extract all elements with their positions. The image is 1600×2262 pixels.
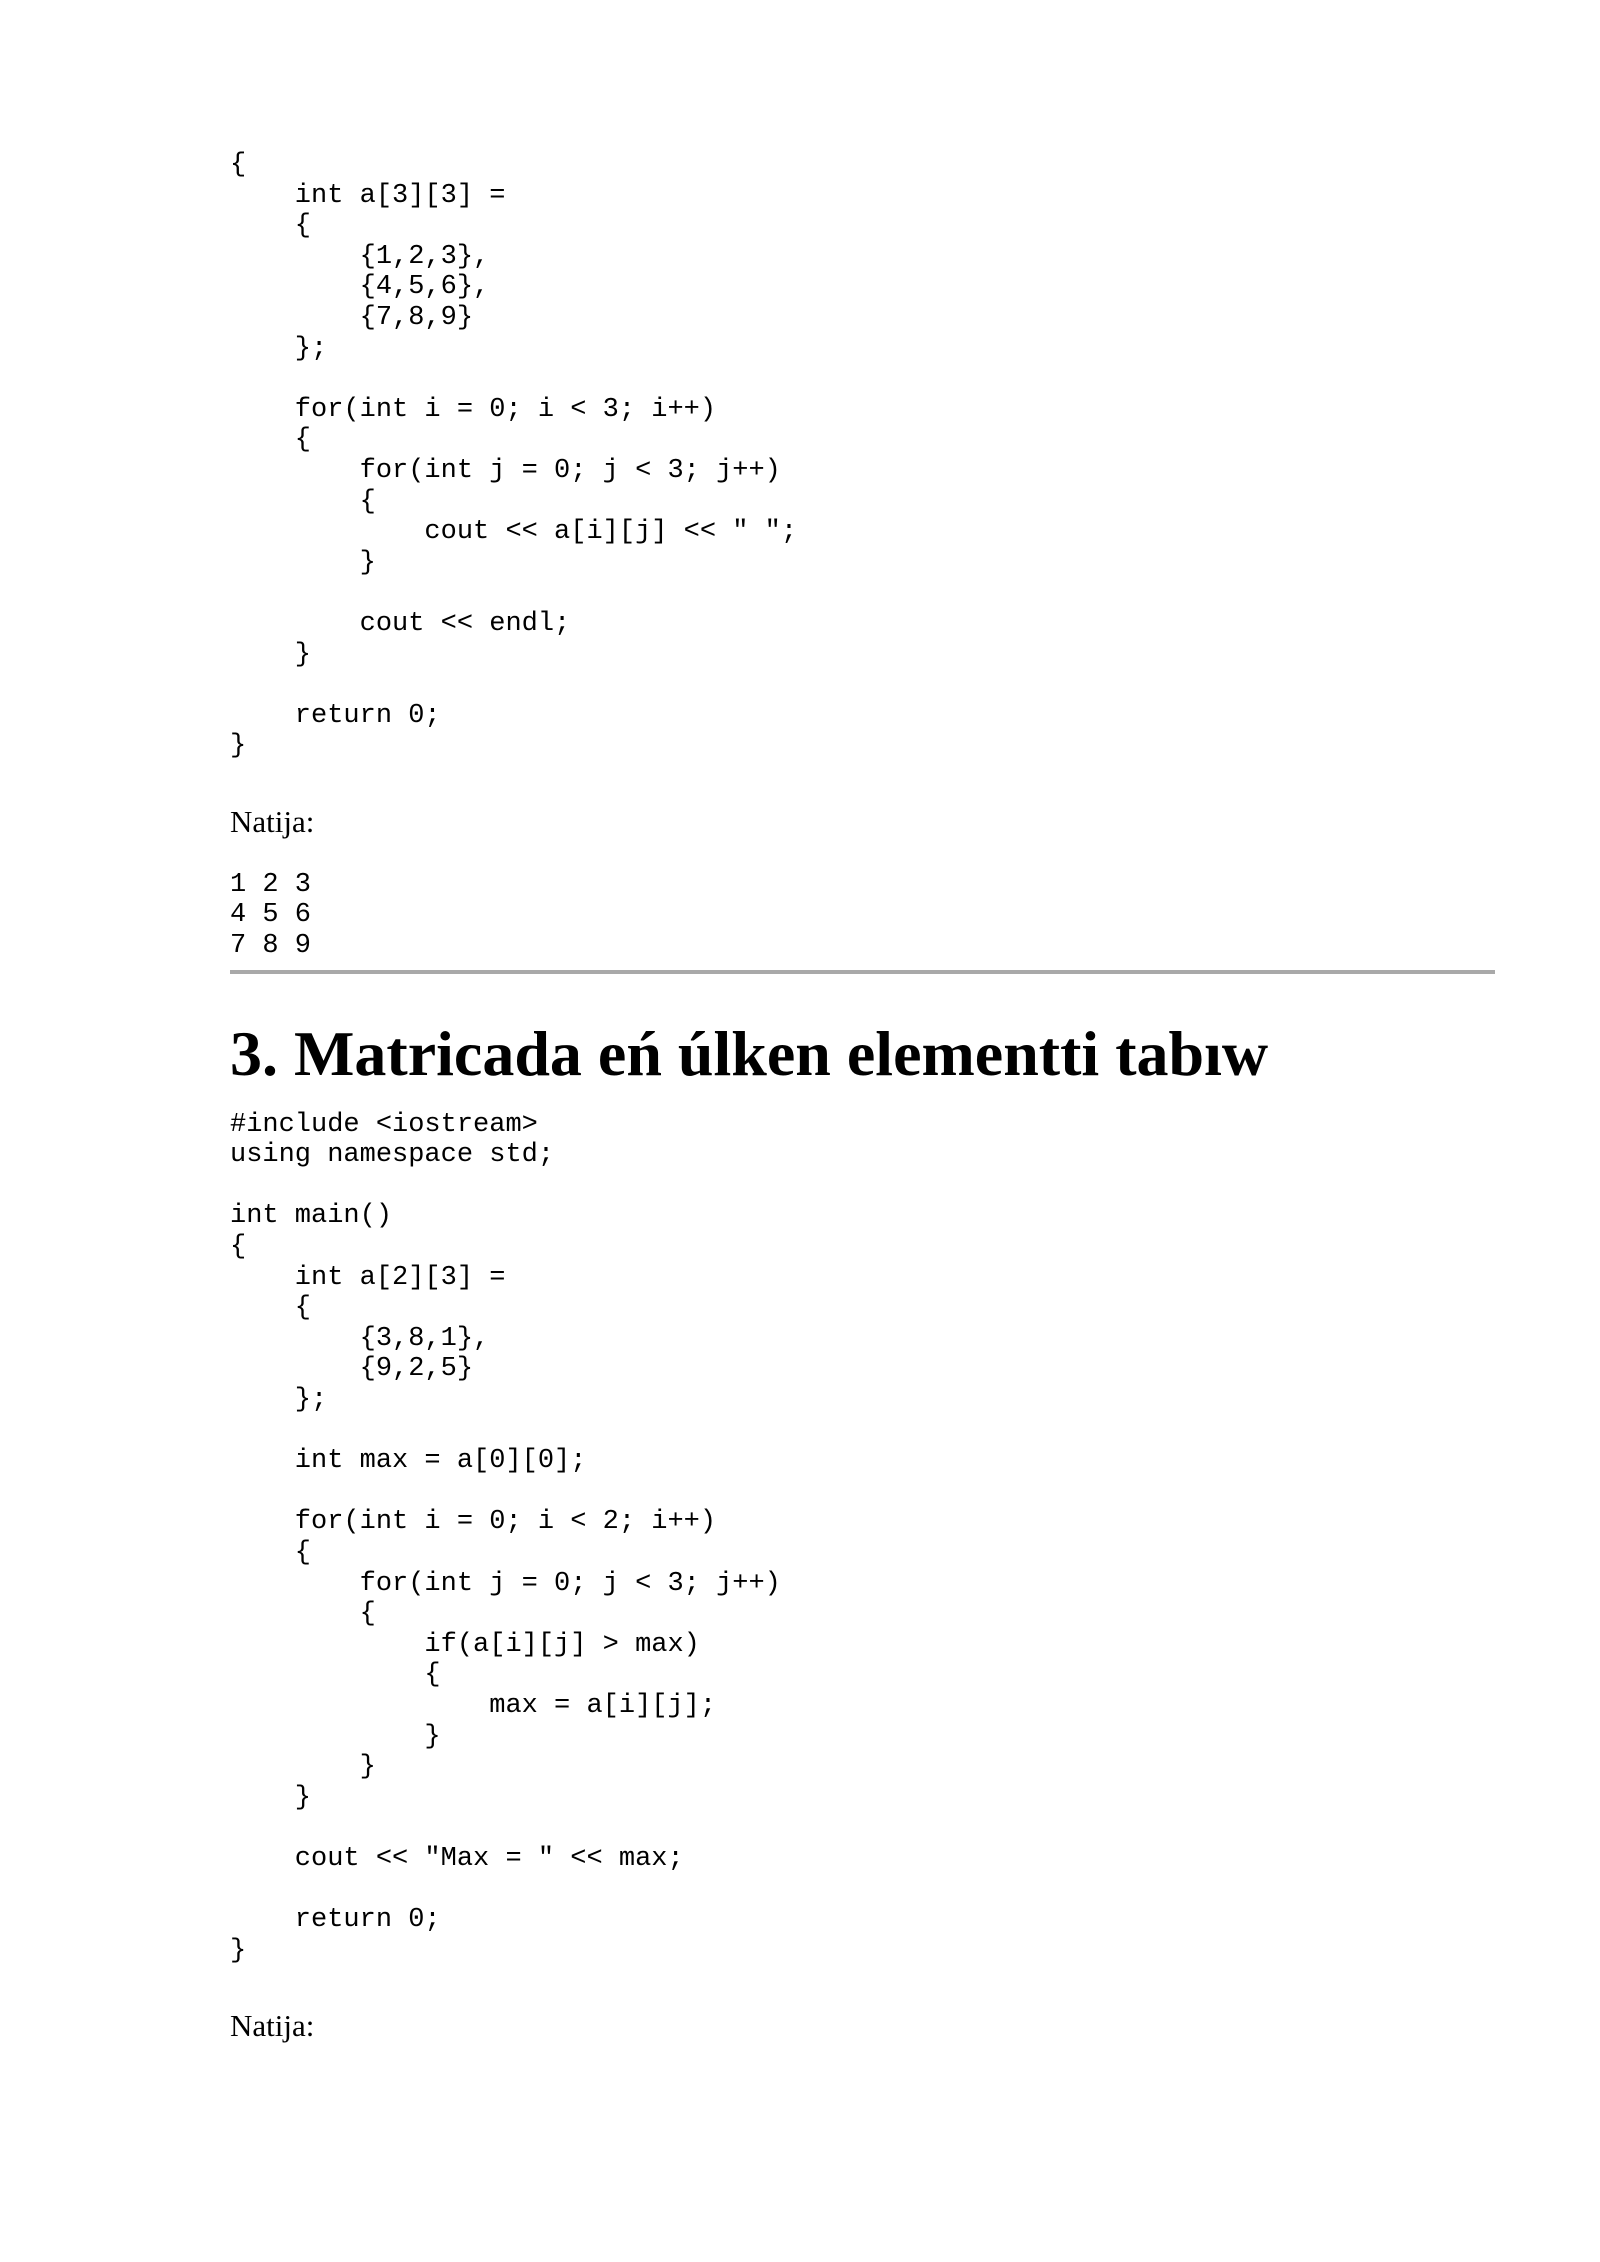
horizontal-rule [230,970,1495,974]
result-label: Natija: [230,803,315,839]
code-block-matrix-print: { int a[3][3] = { {1,2,3}, {4,5,6}, {7,8,9} }; for(int i = 0; i < 3; i++) { for(int j = 0; j < 3; j++) { cout << a[i][j] << " "; } cout << endl; } return 0; } [230,150,798,762]
result-label: Natija: [230,2008,315,2044]
output-block: 1 2 3 4 5 6 7 8 9 [230,869,312,962]
section-title: 3. Matricada eń úlken elementti tabıw [230,1017,1269,1089]
document-page [230,150,1495,2044]
code-block-matrix-max: #include <iostream> using namespace std; int main() { int a[2][3] = { {3,8,1}, {9,2,5} }; int max = a[0][0]; for(int i = 0; i < 2; i++) { for(int j = 0; j < 3; j++) { if(a[i][j] > max) { max = a[i][j]; } } } cout << "Max = " << max; return 0; } [230,1109,781,1966]
